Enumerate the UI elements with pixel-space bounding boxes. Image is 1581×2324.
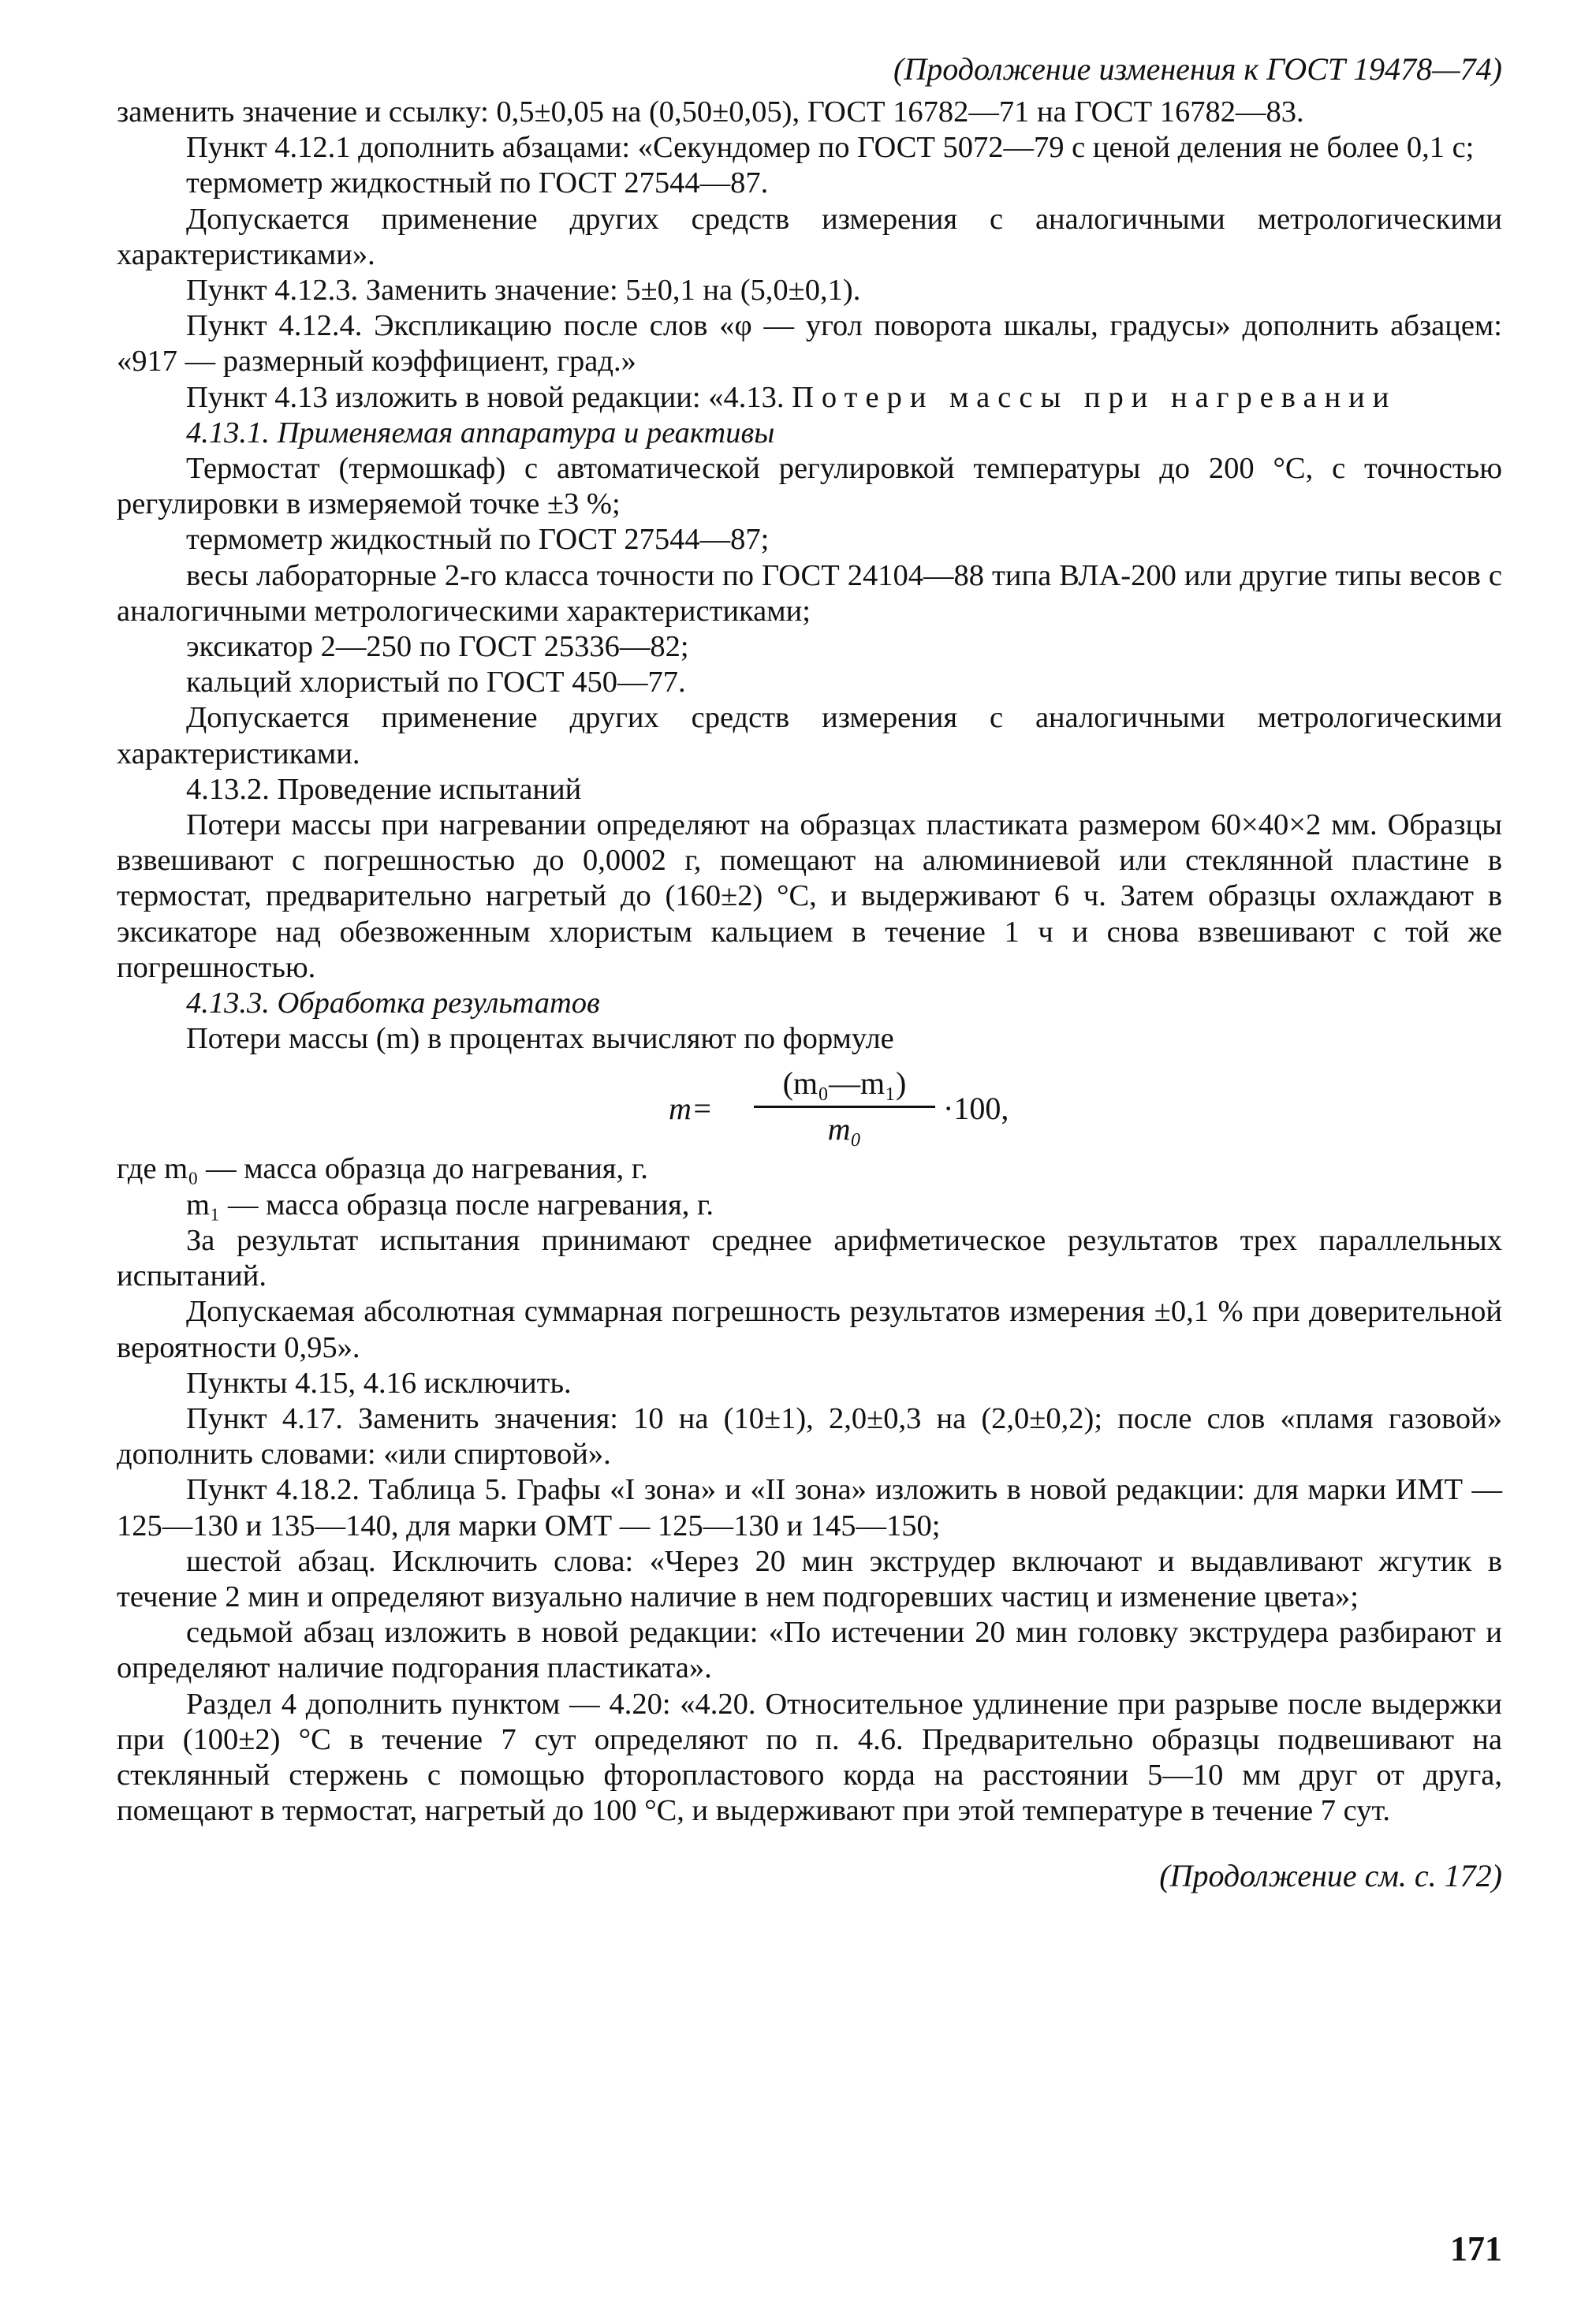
fraction-bar	[754, 1106, 935, 1108]
formula-multiplier: ·100,	[943, 1091, 1009, 1127]
paragraph: термометр жидкостный по ГОСТ 27544—87;	[186, 523, 770, 557]
continuation-footer: (Продолжение см. с. 172)	[1159, 1858, 1502, 1894]
paragraph: эксикатор 2—250 по ГОСТ 25336—82;	[186, 630, 689, 664]
paragraph: За результат испытания принимают среднее арифметическое результатов трех параллельных испытаний.	[117, 1223, 1502, 1293]
subsection-heading: 4.13.3. Обработка результатов	[186, 987, 600, 1020]
paragraph: термометр жидкостный по ГОСТ 27544—87.	[186, 166, 769, 200]
paragraph: заменить значение и ссылку: 0,5±0,05 на (0,50±0,05), ГОСТ 16782—71 на ГОСТ 16782—83.	[117, 95, 1304, 129]
subsection-heading: 4.13.1. Применяемая аппаратура и реактивы	[186, 416, 775, 450]
paragraph: Потери массы при нагревании определяют на образцах пластиката размером 60×40×2 мм. Образцы взвешивают с погрешностью до 0,0002 г, помещают на алюминиевой или стеклянной пластине в термостат, предварительно нагретый до (160±2) °С, и выдерживают 6 ч. Затем образцы охлаждают в эксикаторе над обезвоженным хлористым кальцием в течение 1 ч и снова взвешивают с той же погрешностью.	[117, 808, 1502, 984]
paragraph: Допускаемая абсолютная суммарная погрешность результатов измерения ±0,1 % при доверительной вероятности 0,95».	[117, 1295, 1502, 1364]
paragraph: Пункт 4.12.4. Экспликацию после слов «φ — угол поворота шкалы, градусы» дополнить абзацем: «917 — размерный коэффициент, град.»	[117, 309, 1502, 379]
paragraph: Термостат (термошкаф) с автоматической регулировкой температуры до 200 °С, с точностью регулировки в измеряемой точке ±3 %;	[117, 452, 1502, 521]
paragraph: шестой абзац. Исключить слова: «Через 20 мин экструдер включают и выдавливают жгутик в течение 2 мин и определяют визуально наличие в нем подгоревших частиц и изменение цвета»;	[117, 1544, 1502, 1613]
paragraph: Допускается применение других средств измерения с аналогичными метрологическими характеристиками.	[117, 701, 1502, 770]
paragraph: весы лабораторные 2-го класса точности по ГОСТ 24104—88 типа ВЛА-200 или другие типы весов с аналогичными метрологическими характеристиками;	[117, 558, 1502, 628]
paragraph: седьмой абзац изложить в новой редакции: «По истечении 20 мин головку экструдера разбирают и определяют наличие подгорания пластиката».	[117, 1616, 1502, 1685]
continuation-header: (Продолжение изменения к ГОСТ 19478—74)	[893, 51, 1502, 87]
paragraph: Раздел 4 дополнить пунктом — 4.20: «4.20. Относительное удлинение при разрыве после выдержки при (100±2) °С в течение 7 сут определяют по п. 4.6. Предварительно образцы подвешивают на стеклянный стержень с помощью фторопластового корда на расстоянии 5—10 мм друг от друга, помещают в термостат, нагретый до 100 °С, и выдерживают при этой температуре в течение 7 сут.	[117, 1687, 1502, 1828]
page-number: 171	[1450, 2229, 1502, 2268]
paragraph: где m₀ — масса образца до нагревания, г.	[117, 1152, 648, 1186]
formula-denominator: m₀	[827, 1111, 862, 1147]
subsection-heading: 4.13.2. Проведение испытаний	[186, 772, 582, 806]
paragraph: Пункты 4.15, 4.16 исключить.	[186, 1366, 572, 1400]
paragraph: Пункт 4.12.1 дополнить абзацами: «Секундомер по ГОСТ 5072—79 с ценой деления не более 0,1 с;	[186, 131, 1475, 165]
paragraph-section-4-13	[117, 380, 1502, 416]
paragraph: Пункт 4.18.2. Таблица 5. Графы «I зона» и «II зона» изложить в новой редакции: для марки ИМТ — 125—130 и 135—140, для марки ОМТ — 125—130 и 145—150;	[117, 1473, 1502, 1542]
formula-lhs: m=	[669, 1091, 713, 1127]
paragraph: m₁ — масса образца после нагревания, г.	[186, 1188, 714, 1222]
body-text-top	[117, 95, 1502, 1057]
paragraph: Допускается применение других средств измерения с аналогичными метрологическими характеристиками».	[117, 202, 1502, 271]
mass-loss-formula	[117, 1063, 1502, 1151]
body-text-bottom	[117, 1151, 1502, 1829]
paragraph: Пункт 4.12.3. Заменить значение: 5±0,1 на (5,0±0,1).	[186, 274, 861, 308]
paragraph: Потери массы (m) в процентах вычисляют по формуле	[186, 1022, 894, 1056]
formula-numerator: (m₀—m₁)	[782, 1065, 907, 1102]
paragraph: кальций хлористый по ГОСТ 450—77.	[186, 666, 686, 699]
paragraph: Пункт 4.17. Заменить значения: 10 на (10±1), 2,0±0,3 на (2,0±0,2); после слов «пламя газовой» дополнить словами: «или спиртовой».	[117, 1401, 1502, 1472]
paragraph-text: Пункт 4.13 изложить в новой редакции: «4.13.	[186, 380, 785, 414]
spaced-heading: Потери массы при нагревании	[792, 380, 1397, 414]
